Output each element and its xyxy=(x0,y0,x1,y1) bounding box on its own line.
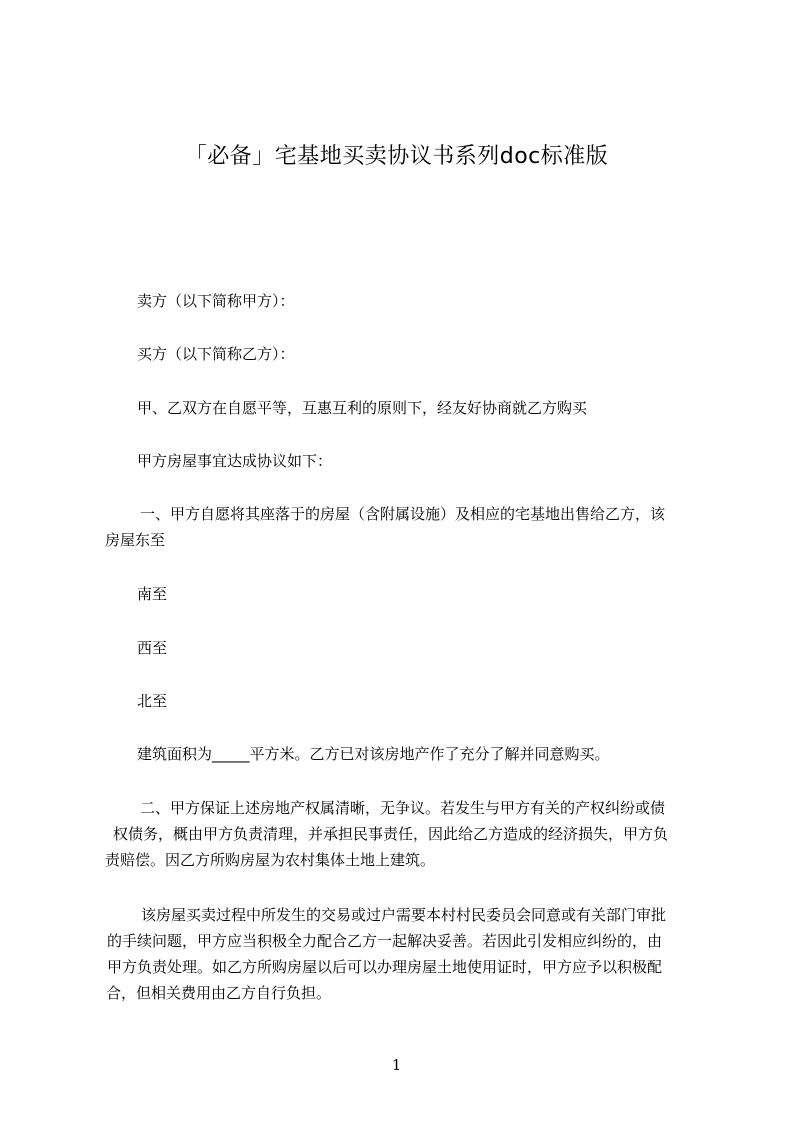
intro-line-2: 甲方房屋事宜达成协议如下： xyxy=(137,452,333,470)
boundary-south: 南至 xyxy=(137,585,168,603)
clause-1-line: 一、甲方自愿将其座落于的房屋（含附属设施）及相应的宅基地出售给乙方，该 xyxy=(140,505,666,523)
clause-3-line: 该房屋买卖过程中所发生的交易或过户需要本村村民委员会同意或有关部门审批 xyxy=(141,906,667,924)
page-number: 1 xyxy=(391,1056,402,1074)
clause-3-line: 的手续问题，甲方应当积极全力配合乙方一起解决妥善。若因此引发相应纠纷的，由 xyxy=(107,932,663,950)
clause-3-line: 甲方负责处理。如乙方所购房屋以后可以办理房屋土地使用证时，甲方应予以积极配 xyxy=(107,958,663,976)
clause-2-line: 二、甲方保证上述房地产权属清晰，无争议。若发生与甲方有关的产权纠纷或债 xyxy=(140,799,666,817)
buyer-line: 买方（以下简称乙方）： xyxy=(137,345,295,363)
clause-2-line: 责赔偿。因乙方所购房屋为农村集体土地上建筑。 xyxy=(105,851,436,869)
boundary-north: 北至 xyxy=(137,692,168,710)
boundary-west: 西至 xyxy=(137,639,168,657)
clause-1 xyxy=(105,501,701,553)
clause-3-line: 合，但相关费用由乙方自行负担。 xyxy=(106,984,332,1002)
clause-2-line: 权债务，概由甲方负责清理，并承担民事责任，因此给乙方造成的经济损失，甲方负 xyxy=(113,825,669,843)
clause-3 xyxy=(105,902,701,1006)
clause-1-line: 房屋东至 xyxy=(105,531,166,549)
intro-line-1: 甲、乙双方在自愿平等，互惠互利的原则下，经友好协商就乙方购买 xyxy=(137,399,588,417)
seller-line: 卖方（以下简称甲方）： xyxy=(137,292,295,310)
document-title: 「必备」宅基地买卖协议书系列doc标准版 xyxy=(184,144,609,169)
clause-2 xyxy=(105,795,701,873)
building-area-line: 建筑面积为_____平方米。乙方已对该房地产作了充分了解并同意购买。 xyxy=(137,745,610,763)
